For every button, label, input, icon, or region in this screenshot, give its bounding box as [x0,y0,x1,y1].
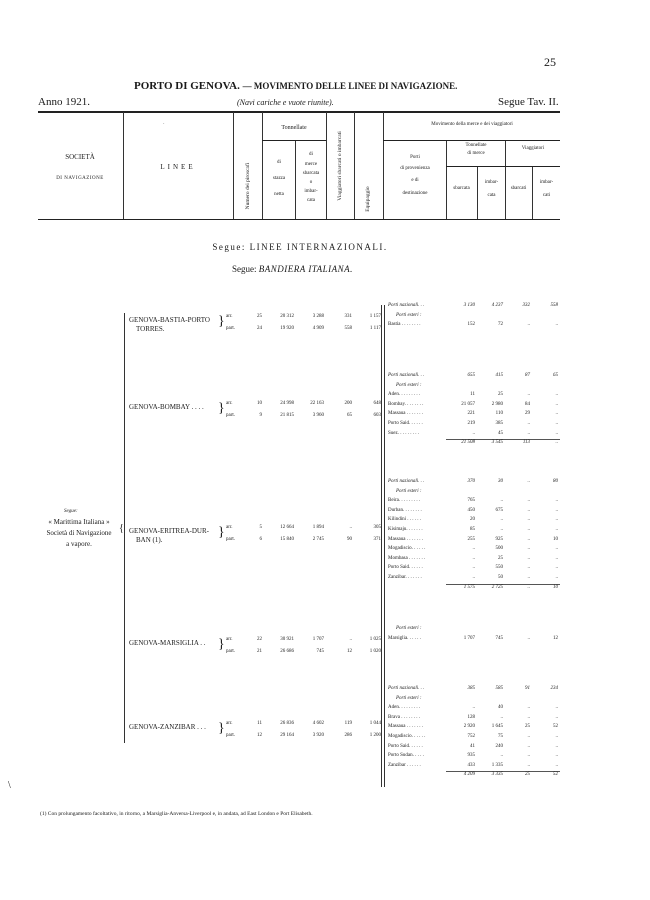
hdr-porti-3: e di [411,178,419,183]
port-value-d: .. [555,498,558,504]
part-value: 1 117 [369,326,381,331]
arr-value: 22 163 [310,401,324,406]
port-value-d: .. [555,517,558,523]
port-value-a: 370 [467,479,475,484]
part-value: 6 [259,537,262,542]
port-value-b: 1 335 [491,762,503,768]
stray-mark-2: \ [8,780,11,791]
line-name: GENOVA-ZANZIBAR . . . [129,723,206,731]
section-heading-2 [232,264,353,274]
hdr-di-navigazione: DI NAVIGAZIONE [56,176,104,181]
header-bottom-rule [38,219,560,220]
port-name: Porti nazionali. . . [388,686,425,691]
port-value-a: 4 209 [463,772,475,778]
part-value: 29 164 [280,733,294,738]
hdr-movimento: Movimento della merce e dei viaggiatori [431,122,513,127]
port-value-a: 935 [467,753,475,759]
part-value: 12 [347,649,352,654]
hdr-stazza-1: di [277,160,281,165]
port-value-d: .. [555,411,558,417]
port-value-d: .. [555,322,558,328]
port-name: Massaua . . . . . . . [388,724,423,730]
hdr-imbarcata-1: imbar- [484,180,499,185]
hdr-merce-4: o [309,180,313,185]
table-ref [498,96,559,108]
port-value-b: 415 [495,373,503,378]
part-label: part. [226,413,236,418]
arr-value: 3 288 [312,314,324,319]
page-number: 25 [544,55,556,69]
port-value-c: .. [527,555,530,561]
section-heading-2-prefix: Segue: [232,264,257,274]
hdr-merce-5: imbar- [304,189,318,194]
port-value-d: .. [555,555,558,561]
line-name: GENOVA-BOMBAY . . . . [129,403,204,411]
port-value-a: 255 [467,536,475,542]
port-value-a: 128 [467,714,475,720]
part-label: part. [226,649,236,654]
port-value-d: .. [555,430,558,436]
port-value-b: .. [500,527,503,532]
port-value-d: 12 [553,635,558,641]
hdr-merce-1: di [309,152,313,157]
port-value-c: .. [527,498,530,504]
hdr-linee: LINEE [160,163,196,171]
col-sep-5 [326,112,327,219]
port-value-d: .. [555,762,558,768]
port-value-c: .. [527,507,530,513]
section-heading-1: Segue: LINEE INTERNAZIONALI. [212,242,388,252]
port-name: Mogadiscio. . . . . . [388,734,426,739]
part-value: 371 [373,537,381,542]
port-name: Massaua . . . . . . . [388,411,423,417]
col-sep-6 [354,112,355,219]
port-value-c: 87 [525,373,530,378]
port-value-d: .. [555,734,558,739]
port-name: Porto Said. . . . . . [388,421,423,426]
port-name: Mogadiscio. . . . . . [388,546,426,552]
tonnellate-rule [262,140,326,141]
port-value-b: 72 [498,322,503,328]
hdr-numero-piroscafi: Numero dei piroscafi [245,162,251,210]
port-value-a: 765 [467,498,475,504]
port-value-a: 152 [467,322,475,328]
hdr-imbarcata-2: cata [487,193,496,198]
subcol-rule [446,166,560,167]
arr-value: 1 044 [369,721,381,726]
port-value-b: 3 545 [491,440,503,446]
port-value-b: 925 [495,536,503,542]
hdr-societa: SOCIETÀ [65,153,95,161]
part-value: 3 960 [312,413,324,418]
port-value-d: 52 [553,724,558,730]
part-value: 90 [347,537,352,542]
port-value-a: .. [472,430,475,436]
part-value: 65 [347,413,352,418]
line-brace: } [218,721,225,736]
company-brace-tip: { [119,523,124,534]
arr-value: .. [349,525,352,530]
port-name: Massaua . . . . . . . [388,536,423,542]
port-value-c: 25 [525,724,530,730]
hdr-porti-2: di provenienza [400,166,430,171]
port-name: Kisimaju. . . . . . . [388,527,423,532]
port-value-b: 45 [498,430,503,436]
port-name: Zanzibar. . . . . . . [388,575,422,580]
port-value-d: 558 [550,303,558,308]
port-value-c: 25 [525,772,530,778]
port-value-a: 21 508 [461,440,475,446]
port-value-c: .. [527,575,530,580]
port-value-b: .. [500,498,503,504]
part-value: 1 200 [369,733,381,738]
port-value-d: .. [555,575,558,580]
port-value-b: 585 [495,686,503,691]
port-value-d: .. [555,440,558,446]
port-value-c: .. [527,565,530,571]
arr-label: arr. [226,401,233,406]
port-value-b: 745 [495,635,503,641]
port-name: Suez. . . . . . . . . [388,430,419,436]
port-name: Bastia . . . . . . . . [388,322,421,328]
port-name: Porti nazionali. . . [388,479,425,484]
line-name: GENOVA-BASTIA-PORTO [129,316,210,324]
part-value: 2 745 [312,537,324,542]
ports-rule-2 [384,305,385,787]
port-value-d: 80 [553,479,558,484]
arr-value: 1 894 [312,525,324,530]
port-value-b: 550 [495,565,503,571]
arr-value: 1 025 [369,637,381,642]
port-value-c: .. [527,430,530,436]
arr-value: 26 836 [280,721,294,726]
header-top-rule [38,111,560,113]
port-value-b: 50 [498,575,503,580]
section-heading-2-text: BANDIERA ITALIANA. [258,264,353,274]
port-value-c: .. [527,546,530,552]
port-value-d: .. [555,705,558,711]
company-line1: « Marittima Italiana » [48,518,110,526]
line-brace: } [218,314,225,329]
company-line2: Società di Navigazione [46,529,112,537]
port-value-b: 2 725 [491,584,503,590]
port-value-c: .. [527,527,530,532]
arr-value: 10 [257,401,262,406]
title-sub: — MOVIMENTO DELLE LINEE DI NAVIGAZIONE. [242,81,458,91]
port-value-c: 84 [525,401,530,407]
port-value-d: 10 [553,536,558,542]
company-segue: Segue: [64,509,78,514]
arr-value: 24 998 [280,401,294,406]
part-label: part. [226,326,236,331]
port-value-a: 3 130 [463,303,475,308]
port-value-b: 675 [495,507,503,513]
port-value-a: 433 [467,762,475,768]
hdr-viaggiatori: Viaggiatori [521,146,545,151]
port-value-b: 4 237 [491,303,503,308]
port-name: Porto Said. . . . . . [388,743,423,749]
port-value-c: .. [527,635,530,641]
hdr-tonn-merce-2: di merce [467,151,485,156]
port-value-c: .. [527,479,530,484]
hdr-sbarcata: sbarcata [453,186,470,191]
year-label: Anno 1921. [38,96,90,108]
port-value-a: 221 [467,411,475,417]
table-ref-text: Segue Tav. II. [498,96,559,108]
port-value-d: 234 [550,686,558,691]
part-label: part. [226,537,236,542]
part-value: 4 909 [312,326,324,331]
arr-value: 20 312 [280,314,294,319]
port-name: Porto Sudan. . . . . [388,753,424,759]
arr-value: 5 [259,525,262,530]
line-brace: } [218,637,225,652]
hdr-merce-2: merce [304,162,318,167]
port-value-c: .. [527,762,530,768]
hdr-porti-4: destinazione [402,191,428,196]
port-value-b: .. [500,714,503,720]
port-value-c: .. [527,743,530,749]
part-value: 9 [259,413,262,418]
company-line3: a vapore. [66,540,92,548]
port-value-b: 75 [498,734,503,739]
port-name: Porti esteri : [396,312,422,318]
port-value-b: 385 [495,421,503,426]
port-value-a: .. [472,555,475,561]
port-value-d: .. [555,421,558,426]
col-sep-10 [505,140,506,219]
arr-value: 331 [344,314,352,319]
part-value: 1 020 [369,649,381,654]
port-name: Porti esteri : [396,695,422,701]
port-value-d: .. [555,743,558,749]
port-value-a: 219 [467,421,475,426]
port-name: Durban. . . . . . . . [388,507,422,513]
title-main: PORTO DI GENOVA. [134,80,240,92]
arr-label: arr. [226,314,233,319]
hdr-stazza-3: netta [274,192,284,197]
port-value-d: .. [555,714,558,720]
hdr-tonn-merce-1: Tonnellate [465,143,487,148]
part-value: 15 840 [280,537,294,542]
port-value-b: 2 980 [491,401,503,407]
port-name: Porti esteri : [396,626,422,631]
arr-value: 119 [344,721,352,726]
hdr-viaggiatori-sbarcati: Viaggiatori sbarcati o imbarcati [337,131,343,201]
port-value-a: .. [472,546,475,552]
hdr-stazza-2: stazza [272,176,286,181]
port-value-a: 1 707 [463,635,475,641]
part-value: 558 [344,326,352,331]
port-value-b: 25 [498,392,503,398]
part-value: 21 [257,649,262,654]
port-value-d: 65 [553,373,558,378]
port-value-a: .. [472,705,475,711]
port-name: Marsiglia. . . . . . [388,635,421,641]
port-name: Zanzibar . . . . . . [388,762,421,768]
port-value-a: 2 920 [463,724,475,730]
port-name: Beira. . . . . . . . . [388,498,421,504]
part-value: 3 920 [312,733,324,738]
port-value-b: 40 [498,705,503,711]
port-value-a: 41 [470,743,475,749]
port-value-d: 10 [553,584,558,590]
part-value: 603 [373,413,381,418]
port-value-c: .. [527,714,530,720]
port-value-a: 450 [467,507,475,513]
part-label: part. [226,733,236,738]
port-value-b: .. [500,753,503,759]
port-value-c: 91 [525,686,530,691]
arr-value: 22 [257,637,262,642]
part-value: 19 920 [280,326,294,331]
arr-label: arr. [226,721,233,726]
port-value-c: 113 [522,440,530,446]
port-value-d: .. [555,507,558,513]
arr-value: 12 664 [280,525,294,530]
port-name: Porto Said. . . . . . [388,565,423,571]
arr-value: 305 [373,525,381,530]
port-name: Brava . . . . . . . . [388,714,420,720]
part-value: 24 [257,326,262,331]
port-value-c: .. [527,322,530,328]
port-value-a: 752 [467,734,475,739]
port-value-a: 655 [467,373,475,378]
port-name: Porti nazionali. . . [388,303,425,308]
line-name-cont: TORRES. [136,325,165,333]
line-name: GENOVA-MARSIGLIA . . [129,639,206,647]
port-value-d: .. [555,753,558,759]
port-name: Kilindini . . . . . . [388,517,422,523]
movimento-rule [383,140,560,141]
port-value-a: .. [472,575,475,580]
hdr-tonnellate: Tonnellate [281,125,307,131]
port-name: Aden. . . . . . . . . [388,392,421,398]
part-value: 12 [257,733,262,738]
hdr-porti-1: Porti [410,155,420,160]
port-value-d: 52 [553,772,558,778]
footnote: (1) Con prolungamento facoltativo, in ritorno, a Marsiglia-Anversa-Liverpool e, in andata, ad East London e Port Elisabeth. [40,811,313,817]
port-value-c: .. [527,584,530,590]
col-sep-2 [233,112,234,219]
part-value: 286 [344,733,352,738]
port-value-a: .. [472,565,475,571]
arr-value: 1 157 [369,314,381,319]
port-value-b: 500 [495,546,503,552]
port-value-b: .. [500,517,503,523]
port-value-b: 110 [495,411,503,417]
port-value-b: 3 335 [491,772,503,778]
port-value-b: 25 [498,555,503,561]
arr-value: 648 [373,401,381,406]
port-value-a: 20 [470,517,475,523]
port-value-b: 30 [498,479,503,484]
port-value-b: 240 [495,743,503,749]
port-value-d: .. [555,546,558,552]
hdr-merce-3: sbarcata [302,171,320,176]
port-name: Bombay. . . . . . . . [388,401,424,407]
port-name: Aden. . . . . . . . . [388,705,421,711]
arr-value: 1 707 [312,637,324,642]
hdr-imbarcati-2: cati [542,193,551,198]
port-name: Porti esteri : [396,382,422,388]
arr-value: 25 [257,314,262,319]
line-brace: } [218,525,225,540]
port-value-c: .. [527,705,530,711]
port-value-c: 332 [522,303,530,308]
company-brace [124,313,125,743]
ports-rule [381,305,382,787]
page-subtitle: (Navi cariche e vuote riunite). [237,98,334,107]
port-value-a: 21 057 [461,401,475,407]
arr-label: arr. [226,637,233,642]
hdr-imbarcati-1: imbar- [539,180,554,185]
port-value-d: .. [555,527,558,532]
port-value-c: .. [527,421,530,426]
port-value-c: .. [527,753,530,759]
port-name: Porti esteri : [396,488,422,494]
line-brace: } [218,401,225,416]
port-value-d: .. [555,401,558,407]
arr-value: 4 602 [312,721,324,726]
port-name: Porti nazionali. . . [388,373,425,378]
line-name: GENOVA-ERITREA-DUR- [129,527,209,535]
port-value-a: 385 [467,686,475,691]
arr-value: 11 [257,721,262,726]
port-value-a: 1 575 [463,584,475,590]
hdr-merce-6: cata [306,198,316,203]
port-value-a: 11 [470,392,475,398]
port-name: Mombasa . . . . . . . [388,555,426,561]
arr-value: .. [349,637,352,642]
port-value-d: .. [555,392,558,398]
port-value-c: .. [527,536,530,542]
port-value-b: 1 645 [491,724,503,730]
port-value-d: .. [555,565,558,571]
port-value-c: .. [527,517,530,523]
port-value-c: .. [527,734,530,739]
port-value-c: 29 [525,411,530,417]
part-value: 745 [316,649,324,654]
arr-value: 30 921 [280,637,294,642]
stray-mark-1: · [163,122,165,127]
port-value-c: .. [527,392,530,398]
page-title [134,80,457,92]
line-name-cont: BAN (1). [136,536,163,544]
hdr-equipaggio: Equipaggio [365,186,371,212]
hdr-sbarcati: sbarcati [510,186,527,191]
part-value: 21 815 [280,413,294,418]
arr-label: arr. [226,525,233,530]
port-value-a: 85 [470,527,475,532]
arr-value: 200 [344,401,352,406]
part-value: 26 686 [280,649,294,654]
